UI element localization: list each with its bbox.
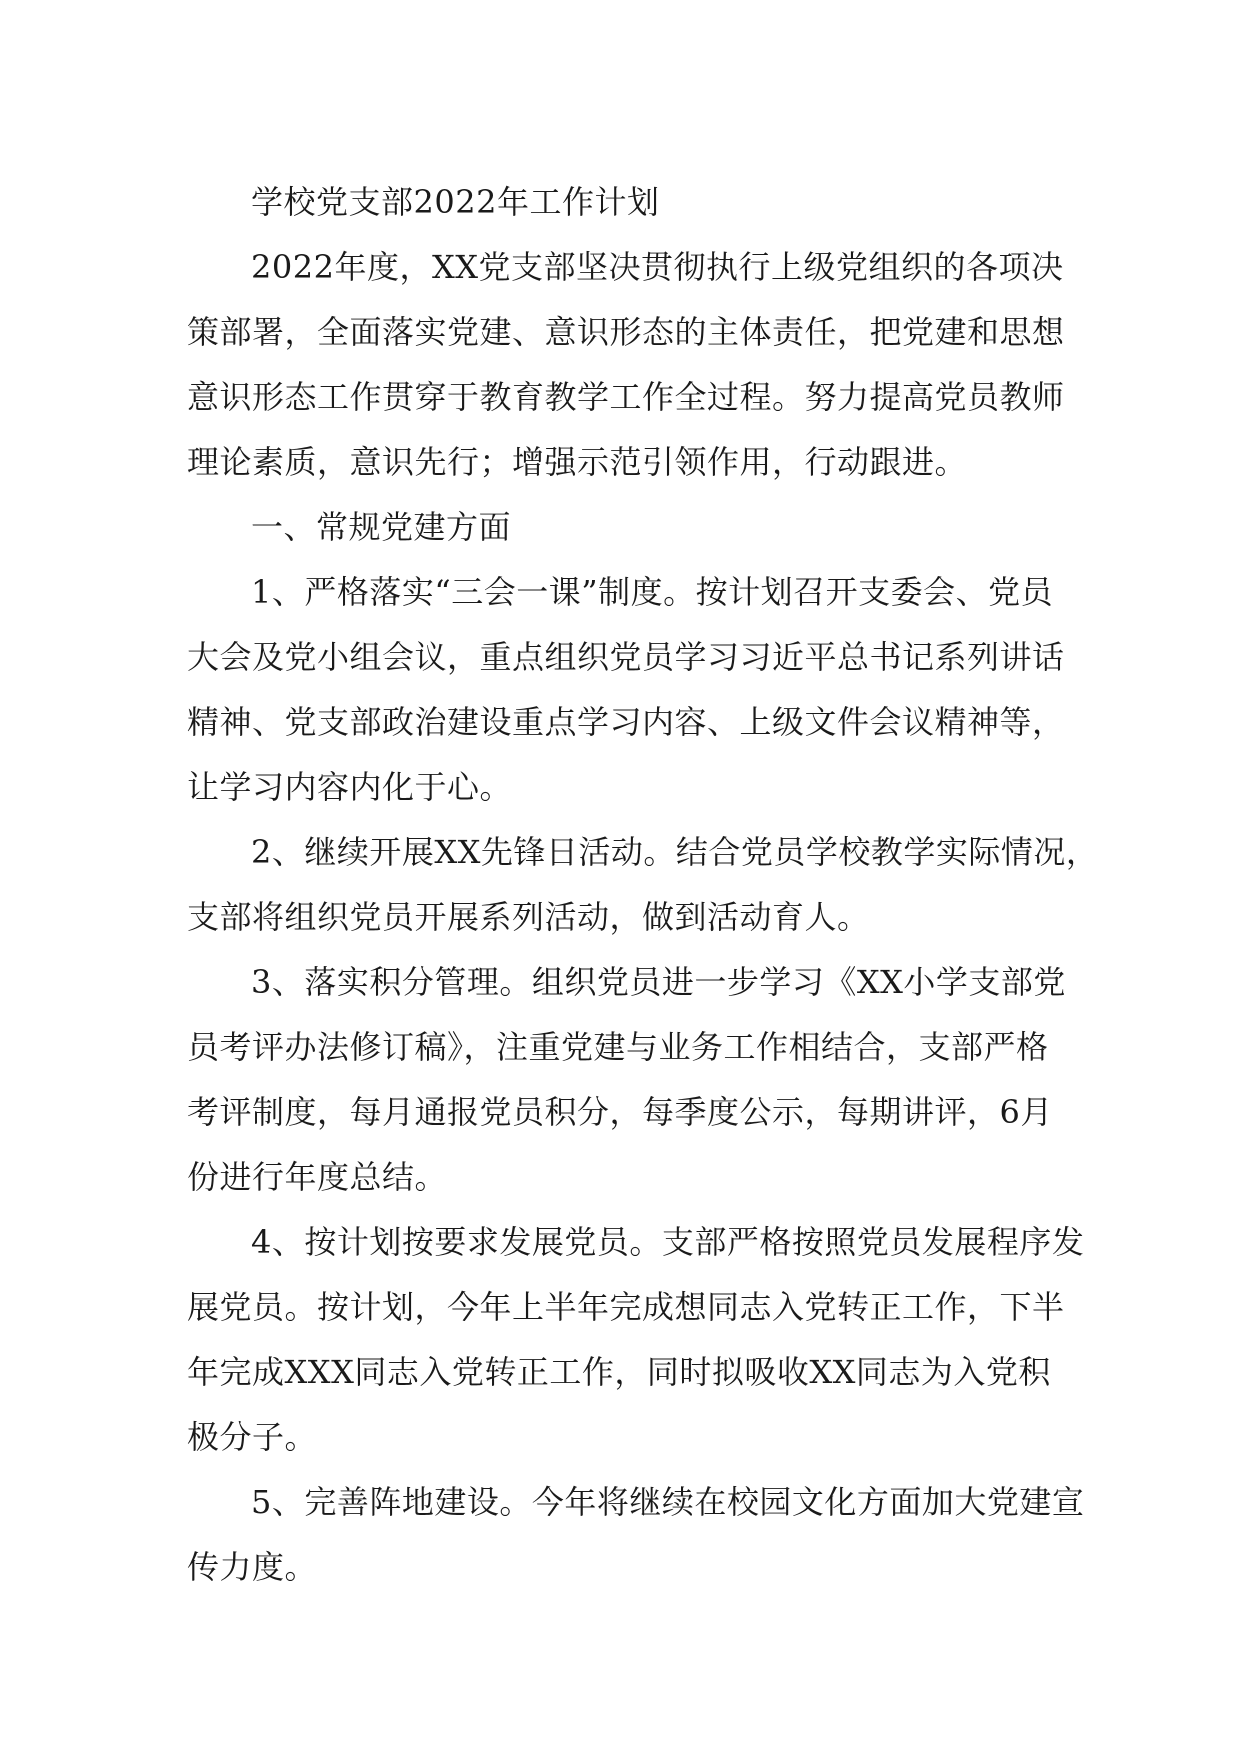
paragraph-line: 2、继续开展XX先锋日活动。结合党员学校教学实际情况，: [251, 833, 1099, 871]
paragraph-line: 意识形态工作贯穿于教育教学工作全过程。努力提高党员教师: [187, 378, 1065, 416]
paragraph-line: 年完成XXX同志入党转正工作，同时拟吸收XX同志为入党积: [187, 1353, 1051, 1391]
paragraph-line: 3、落实积分管理。组织党员进一步学习《XX小学支部党: [251, 963, 1066, 1001]
paragraph-line: 支部将组织党员开展系列活动，做到活动育人。: [187, 898, 870, 936]
document-title: 学校党支部2022年工作计划: [251, 183, 660, 221]
paragraph-line: 员考评办法修订稿》，注重党建与业务工作相结合，支部严格: [187, 1028, 1049, 1066]
paragraph-line: 让学习内容内化于心。: [187, 768, 513, 806]
section-heading: 一、常规党建方面: [251, 508, 512, 546]
paragraph-line: 考评制度，每月通报党员积分，每季度公示，每期讲评，6月: [187, 1093, 1053, 1131]
paragraph-line: 份进行年度总结。: [187, 1158, 448, 1196]
paragraph-line: 极分子。: [187, 1418, 318, 1456]
paragraph-line: 展党员。按计划，今年上半年完成想同志入党转正工作，下半: [187, 1288, 1065, 1326]
paragraph-line: 2022年度，XX党支部坚决贯彻执行上级党组织的各项决: [251, 248, 1064, 286]
paragraph-line: 理论素质，意识先行；增强示范引领作用，行动跟进。: [187, 443, 968, 481]
paragraph-line: 精神、党支部政治建设重点学习内容、上级文件会议精神等，: [187, 703, 1065, 741]
paragraph-line: 4、按计划按要求发展党员。支部严格按照党员发展程序发: [251, 1223, 1085, 1261]
document-body: [187, 170, 1099, 1600]
paragraph-line: 传力度。: [187, 1548, 318, 1586]
paragraph-line: 大会及党小组会议，重点组织党员学习习近平总书记系列讲话: [187, 638, 1065, 676]
paragraph-line: 5、完善阵地建设。今年将继续在校园文化方面加大党建宣: [251, 1483, 1085, 1521]
paragraph-line: 1、严格落实“三会一课”制度。按计划召开支委会、党员: [251, 573, 1054, 611]
paragraph-line: 策部署，全面落实党建、意识形态的主体责任，把党建和思想: [187, 313, 1065, 351]
